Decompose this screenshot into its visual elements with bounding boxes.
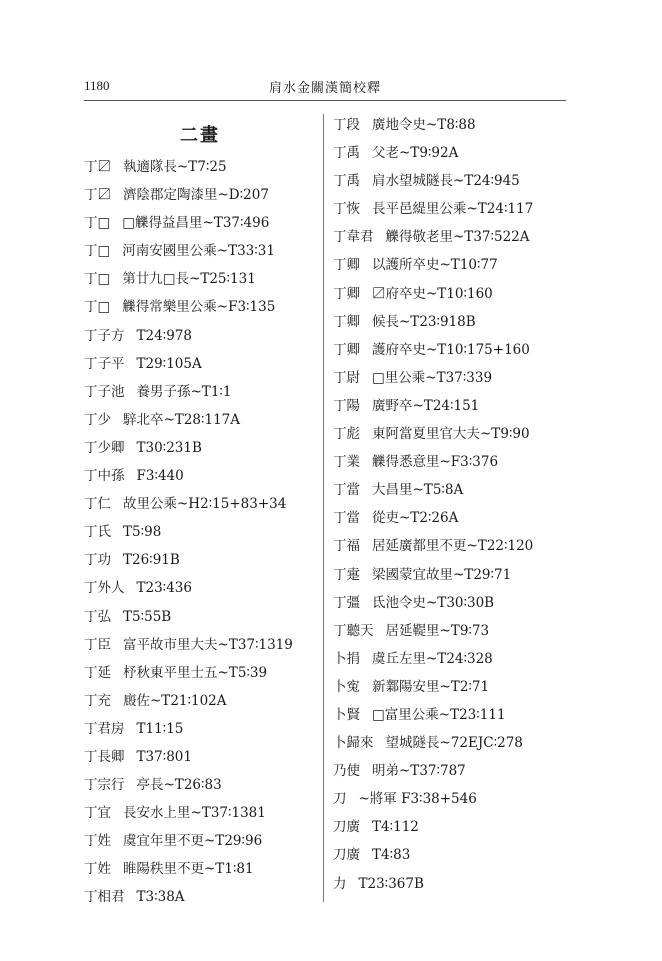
entry-reference: 廣地令史~T8∶88 xyxy=(372,117,476,133)
index-entry xyxy=(84,293,320,321)
entry-reference: 居延廣都里不更~T22∶120 xyxy=(372,538,534,555)
entry-name: 丁恢 xyxy=(333,201,360,218)
index-entry xyxy=(84,715,320,743)
entry-name: 丁彊 xyxy=(333,594,360,611)
entry-name: 丁外人 xyxy=(84,580,125,597)
entry-reference: 明弟~T37∶787 xyxy=(372,763,466,780)
entry-reference: 亭長~T26∶83 xyxy=(136,777,222,794)
entry-reference: □里公乘~T37∶339 xyxy=(372,369,493,386)
index-entry xyxy=(333,280,569,308)
entry-reference: □富里公乘~T23∶111 xyxy=(372,706,506,723)
entry-name: 丁仁 xyxy=(84,496,111,513)
entry-name: 丁充 xyxy=(84,692,111,709)
entry-name: 丁陽 xyxy=(333,397,360,414)
entry-name: 丁禹 xyxy=(333,145,360,162)
entry-name: 力 xyxy=(333,875,347,892)
entry-name: 丁〼 xyxy=(84,159,111,175)
index-entry xyxy=(333,336,569,364)
index-entry xyxy=(333,251,569,279)
entry-name: 刀廣 xyxy=(333,819,360,836)
entry-reference: 新鄴陽安里~T2∶71 xyxy=(372,678,490,695)
entry-name: 丁福 xyxy=(333,538,360,555)
entry-reference: T26∶91B xyxy=(123,552,180,569)
entry-reference: 東阿當夏里官大夫~T9∶90 xyxy=(372,426,530,443)
entry-reference: T23∶436 xyxy=(136,580,192,597)
entry-name: 丁韋君 xyxy=(333,229,374,246)
index-entry xyxy=(333,841,569,869)
index-entry xyxy=(84,855,320,883)
entry-name: 丁子平 xyxy=(84,355,125,372)
entry-name: 丁宗行 xyxy=(84,777,125,794)
index-entry xyxy=(333,589,569,617)
entry-reference: T24∶978 xyxy=(136,327,192,344)
entry-name: 丁子池 xyxy=(84,383,125,400)
entry-reference: 騂北卒~T28∶117A xyxy=(123,411,241,428)
index-entry xyxy=(84,462,320,490)
index-entry xyxy=(84,771,320,799)
entry-reference: 長安水上里~T37∶1381 xyxy=(123,805,266,822)
index-entry xyxy=(333,167,569,195)
index-entry xyxy=(84,743,320,771)
entry-reference: T23∶367B xyxy=(358,875,424,892)
entry-reference: 梁國蒙宜故里~T29∶71 xyxy=(372,566,512,583)
entry-name: 丁君房 xyxy=(84,720,125,737)
index-entry xyxy=(84,406,320,434)
index-entry xyxy=(333,645,569,673)
entry-reference: 富平故市里大夫~T37∶1319 xyxy=(123,636,293,653)
entry-name: 丁卿 xyxy=(333,313,360,330)
index-entry xyxy=(84,799,320,827)
index-entry xyxy=(84,546,320,574)
entry-name: 丁卿 xyxy=(333,285,360,302)
index-entry xyxy=(333,476,569,504)
entry-name: 丁姓 xyxy=(84,833,111,850)
entry-reference: 故里公乘~H2∶15+83+34 xyxy=(123,496,287,513)
entry-name: 卜歸來 xyxy=(333,735,374,752)
index-entry xyxy=(84,378,320,406)
index-entry xyxy=(84,265,320,293)
index-entry xyxy=(84,181,320,209)
entry-reference: T4∶112 xyxy=(372,819,419,836)
entry-reference: 觻得悉意里~F3∶376 xyxy=(372,454,499,471)
index-entry xyxy=(333,139,569,167)
entry-reference: ~將軍 F3∶38+546 xyxy=(358,791,477,808)
entry-reference: 河南安國里公乘~T33∶31 xyxy=(122,243,275,260)
entry-reference: 大昌里~T5∶8A xyxy=(372,482,464,499)
index-entry xyxy=(84,153,320,181)
index-entry xyxy=(333,757,569,785)
entry-name: 丁□ xyxy=(84,271,111,288)
index-entry xyxy=(333,813,569,841)
index-entry xyxy=(333,392,569,420)
entry-reference: T4∶83 xyxy=(372,847,411,864)
index-entry xyxy=(333,561,569,589)
entry-name: 丁少卿 xyxy=(84,439,125,456)
index-entry xyxy=(84,322,320,350)
entry-name: 刀廣 xyxy=(333,847,360,864)
index-entry xyxy=(333,364,569,392)
index-entry xyxy=(333,111,569,139)
entry-name: 丁長卿 xyxy=(84,748,125,765)
entry-name: 卜寃 xyxy=(333,678,360,695)
index-entry xyxy=(333,504,569,532)
entry-reference: 望城隧長~72EJC∶278 xyxy=(385,735,523,752)
entry-name: 丁少 xyxy=(84,411,111,428)
column-divider xyxy=(323,114,324,902)
index-entry xyxy=(84,574,320,602)
index-entry xyxy=(84,518,320,546)
entry-name: 丁□ xyxy=(84,243,111,260)
entry-reference: 觻得常樂里公乘~F3∶135 xyxy=(122,299,276,316)
entry-name: 丁功 xyxy=(84,552,111,569)
entry-reference: 長平邑緹里公乘~T24∶117 xyxy=(372,201,534,218)
entry-reference: 虞宜年里不更~T29∶96 xyxy=(123,833,263,850)
entry-reference: T5∶98 xyxy=(123,524,162,541)
entry-reference: 以護所卒史~T10∶77 xyxy=(372,257,498,274)
index-entry xyxy=(84,687,320,715)
index-entry xyxy=(333,673,569,701)
index-entry xyxy=(84,659,320,687)
index-entry xyxy=(333,532,569,560)
entry-name: 丁延 xyxy=(84,664,111,681)
entry-name: 丁相君 xyxy=(84,889,125,906)
entry-name: 丁氏 xyxy=(84,524,111,541)
entry-reference: 養男子孫~T1∶1 xyxy=(136,383,232,400)
section-heading: 二畫 xyxy=(180,125,220,146)
entry-name: 卜賢 xyxy=(333,706,360,723)
entry-name: 卜捐 xyxy=(333,650,360,667)
index-entry xyxy=(84,631,320,659)
index-entry xyxy=(84,603,320,631)
entry-name: 丁當 xyxy=(333,482,360,499)
index-entry xyxy=(84,883,320,911)
entry-reference: 〼府卒史~T10∶160 xyxy=(372,285,493,302)
entry-name: 丁卿 xyxy=(333,341,360,358)
index-entry xyxy=(84,434,320,462)
entry-reference: 第廿九□長~T25∶131 xyxy=(122,271,256,288)
entry-name: 丁臣 xyxy=(84,636,111,653)
entry-reference: T37∶801 xyxy=(136,748,192,765)
entry-name: 丁子方 xyxy=(84,327,125,344)
entry-reference: 父老~T9∶92A xyxy=(372,145,459,162)
entry-name: 丁宜 xyxy=(84,805,111,822)
index-entry xyxy=(84,209,320,237)
index-entry xyxy=(333,701,569,729)
index-entry xyxy=(333,617,569,645)
index-entry xyxy=(333,785,569,813)
entry-name: 丁當 xyxy=(333,510,360,527)
entry-reference: 居延鞮里~T9∶73 xyxy=(385,622,490,639)
running-title: 肩水金關漢簡校釋 xyxy=(268,81,381,96)
entry-reference: 虞丘左里~T24∶328 xyxy=(372,650,493,667)
entry-reference: 觻得敬老里~T37∶522A xyxy=(385,229,530,246)
page-header xyxy=(84,76,566,101)
index-entry xyxy=(333,308,569,336)
index-entry xyxy=(84,237,320,265)
entry-reference: T29∶105A xyxy=(136,355,202,372)
index-entry xyxy=(333,448,569,476)
entry-reference: 濟陰郡定陶漆里~D∶207 xyxy=(123,187,269,204)
entry-name: 丁□ xyxy=(84,299,111,316)
index-entry xyxy=(333,223,569,251)
entry-reference: F3∶440 xyxy=(136,468,184,485)
entry-name: 丁尉 xyxy=(333,369,360,386)
entry-reference: 廄佐~T21∶102A xyxy=(123,692,227,709)
entry-name: 丁聽天 xyxy=(333,622,374,639)
index-entry xyxy=(84,490,320,518)
entry-reference: 廣野卒~T24∶151 xyxy=(372,397,480,414)
entry-reference: □觻得益昌里~T37∶496 xyxy=(122,215,270,232)
entry-name: 丁業 xyxy=(333,454,360,471)
entry-name: 丁〼 xyxy=(84,187,111,204)
index-entry xyxy=(84,350,320,378)
entry-reference: 睢陽秩里不更~T1∶81 xyxy=(123,861,254,878)
entry-reference: T5∶55B xyxy=(123,608,172,625)
entry-name: 丁彪 xyxy=(333,426,360,443)
entry-reference: T30∶231B xyxy=(136,439,202,456)
entry-name: 丁段 xyxy=(333,117,360,133)
entry-reference: T3∶38A xyxy=(136,889,185,906)
entry-name: 丁弘 xyxy=(84,608,111,625)
entry-name: 丁卿 xyxy=(333,257,360,274)
entry-name: 丁疐 xyxy=(333,566,360,583)
entry-name: 刀 xyxy=(333,791,347,808)
index-entry xyxy=(333,870,569,898)
page-number: 1180 xyxy=(84,78,110,93)
entry-name: 乃使 xyxy=(333,763,360,780)
entry-reference: 從吏~T2∶26A xyxy=(372,510,459,527)
entry-reference: T11∶15 xyxy=(136,720,184,737)
entry-reference: 肩水望城隧長~T24∶945 xyxy=(372,173,520,190)
entry-reference: 候長~T23∶918B xyxy=(372,313,476,330)
entry-name: 丁□ xyxy=(84,215,111,232)
index-entry xyxy=(333,195,569,223)
right-column xyxy=(333,111,569,898)
index-entry xyxy=(333,729,569,757)
index-entry xyxy=(84,827,320,855)
entry-name: 丁禹 xyxy=(333,173,360,190)
entry-name: 丁姓 xyxy=(84,861,111,878)
index-entry xyxy=(333,420,569,448)
entry-reference: 氐池令史~T30∶30B xyxy=(372,594,495,611)
entry-reference: 杼秋東平里士五~T5∶39 xyxy=(123,664,268,681)
entry-reference: 護府卒史~T10∶175+160 xyxy=(372,341,530,358)
entry-reference: 執適隊長~T7∶25 xyxy=(123,159,227,175)
left-column xyxy=(84,153,320,912)
entry-name: 丁中孫 xyxy=(84,468,125,485)
